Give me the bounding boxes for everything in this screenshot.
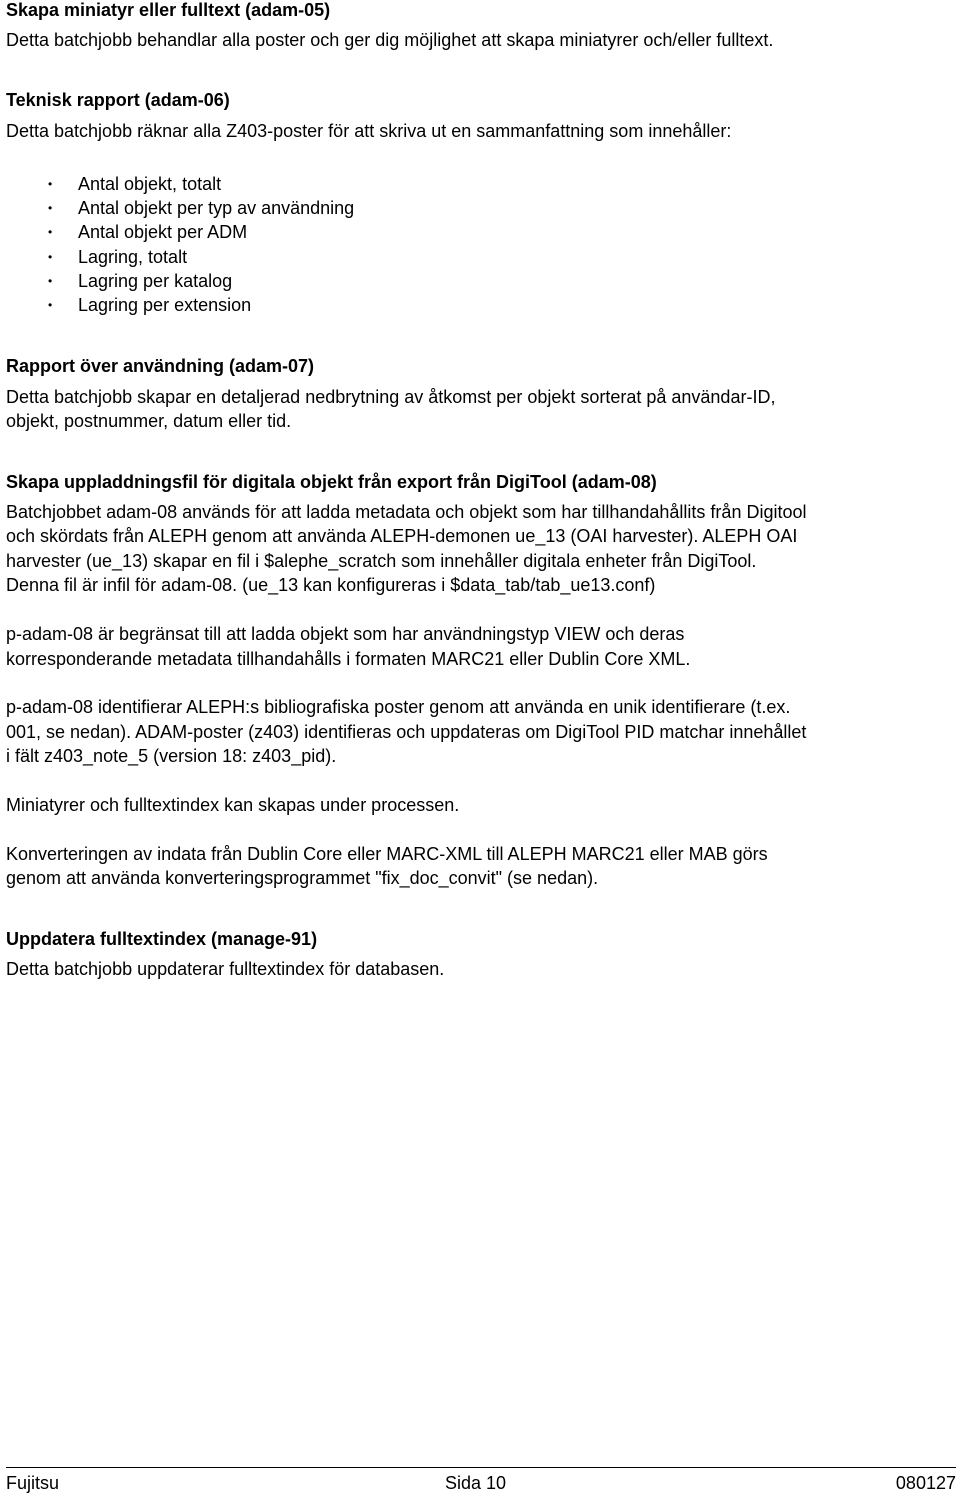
paragraph-adam-08-p1-line-4: Denna fil är infil för adam-08. (ue_13 kan konfigureras i $data_tab/tab_ue13.conf) (6, 575, 656, 595)
bullet-icon: • (48, 177, 53, 191)
list-item: • Lagring, totalt (0, 245, 354, 269)
list-item: • Antal objekt per ADM (0, 220, 354, 244)
footer-date: 080127 (895, 1473, 956, 1493)
summary-bullet-list (0, 172, 354, 317)
heading-adam-05: Skapa miniatyr eller fulltext (adam-05) (6, 0, 331, 20)
paragraph-manage-91-line-1: Detta batchjobb uppdaterar fulltextindex för databasen. (6, 959, 445, 979)
paragraph-adam-08-p5-line-2: genom att använda konverteringsprogrammet "fix_doc_convit" (se nedan). (6, 868, 599, 888)
heading-adam-08: Skapa uppladdningsfil för digitala objekt från export från DigiTool (adam-08) (6, 472, 657, 492)
bullet-icon: • (48, 249, 53, 264)
paragraph-adam-08-p3-line-2: 001, se nedan). ADAM-poster (z403) identifieras och uppdateras om DigiTool PID matchar innehållet (6, 722, 807, 742)
heading-adam-07: Rapport över användning (adam-07) (6, 356, 315, 376)
paragraph-adam-08-p2-line-2: korresponderande metadata tillhandahålls i formaten MARC21 eller Dublin Core XML. (6, 649, 691, 669)
list-item: • Antal objekt, totalt (0, 172, 354, 196)
paragraph-adam-06-line-1: Detta batchjobb räknar alla Z403-poster för att skriva ut en sammanfattning som innehåller: (6, 121, 732, 141)
footer-company: Fujitsu (6, 1473, 60, 1493)
paragraph-adam-08-p1-line-3: harvester (ue_13) skapar en fil i $alephe_scratch som innehåller digitala enheter från DigiTool. (6, 551, 757, 571)
paragraph-adam-08-p1-line-2: och skördats från ALEPH genom att använda ALEPH-demonen ue_13 (OAI harvester). ALEPH OAI (6, 526, 798, 546)
list-item: • Antal objekt per typ av användning (0, 196, 354, 220)
list-item: • Lagring per extension (0, 293, 354, 317)
paragraph-adam-05-line-1: Detta batchjobb behandlar alla poster och ger dig möjlighet att skapa miniatyrer och/eller fulltext. (6, 30, 774, 50)
paragraph-adam-08-p5-line-1: Konverteringen av indata från Dublin Core eller MARC-XML till ALEPH MARC21 eller MAB görs (6, 844, 768, 864)
bullet-icon: • (48, 297, 53, 312)
paragraph-adam-08-p1-line-1: Batchjobbet adam-08 används för att ladda metadata och objekt som har tillhandahållits från Digitool (6, 502, 807, 522)
bullet-icon: • (48, 225, 53, 240)
paragraph-adam-08-p2-line-1: p-adam-08 är begränsat till att ladda objekt som har användningstyp VIEW och deras (6, 624, 685, 644)
bullet-icon: • (48, 273, 53, 288)
paragraph-adam-07-line-2: objekt, postnummer, datum eller tid. (6, 411, 292, 431)
heading-adam-06: Teknisk rapport (adam-06) (6, 90, 230, 110)
footer-divider (6, 1467, 956, 1468)
bullet-icon: • (48, 201, 53, 216)
paragraph-adam-07-line-1: Detta batchjobb skapar en detaljerad nedbrytning av åtkomst per objekt sorterat på användar-ID, (6, 387, 776, 407)
list-item: • Lagring per katalog (0, 269, 354, 293)
heading-manage-91: Uppdatera fulltextindex (manage-91) (6, 929, 318, 949)
paragraph-adam-08-p4-line-1: Miniatyrer och fulltextindex kan skapas under processen. (6, 795, 460, 815)
paragraph-adam-08-p3-line-1: p-adam-08 identifierar ALEPH:s bibliografiska poster genom att använda en unik identifierare (t.ex. (6, 697, 791, 717)
footer-page-number: Sida 10 (445, 1473, 507, 1493)
paragraph-adam-08-p3-line-3: i fält z403_note_5 (version 18: z403_pid). (6, 746, 337, 766)
